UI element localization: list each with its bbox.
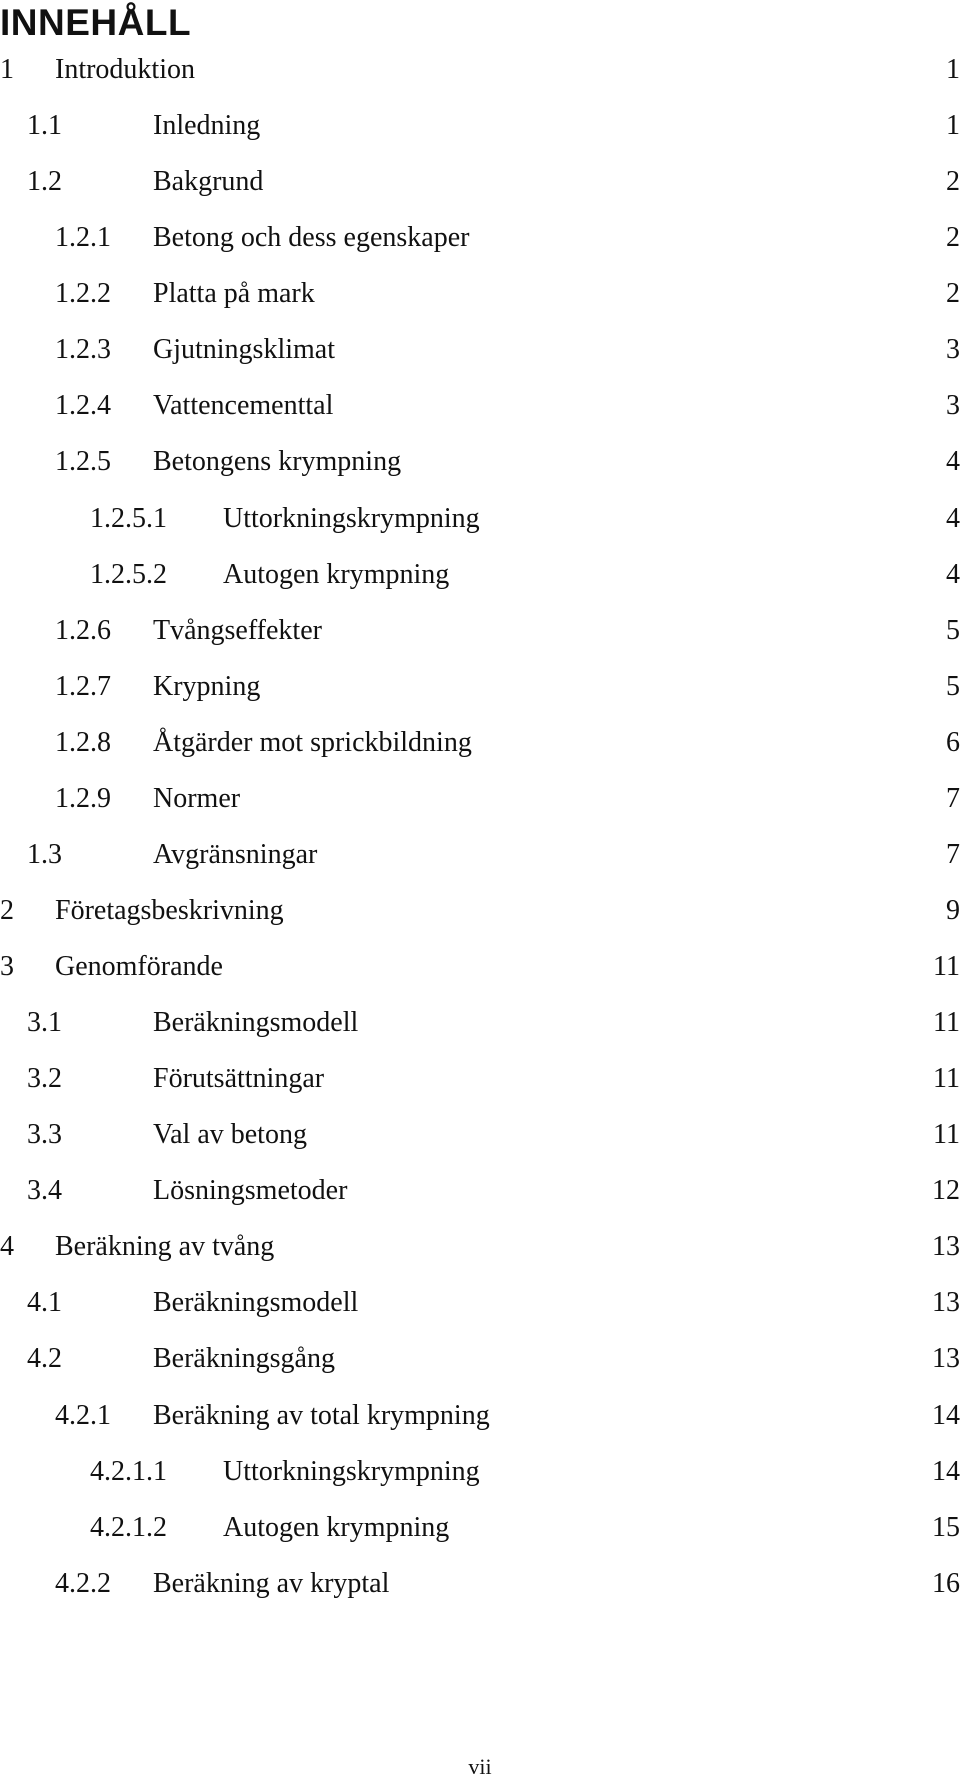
toc-entry-page: 12 bbox=[932, 1175, 960, 1207]
toc-entry-page: 13 bbox=[932, 1287, 960, 1319]
toc-entry-number: 1 bbox=[0, 54, 14, 85]
toc-entry-title: Åtgärder mot sprickbildning bbox=[153, 726, 472, 758]
toc-entry[interactable] bbox=[0, 378, 960, 434]
toc-entry-number: 3.3 bbox=[27, 1119, 62, 1151]
toc-entry-title: Krypning bbox=[153, 670, 261, 702]
toc-entry-number: 1.2.5.2 bbox=[90, 558, 167, 590]
toc-entry[interactable] bbox=[0, 266, 960, 322]
toc-entry-number: 1.2.5.1 bbox=[90, 502, 167, 534]
toc-entry-title: Tvångseffekter bbox=[153, 614, 322, 646]
toc-entry-page: 11 bbox=[933, 1007, 960, 1039]
toc-entry-title: Autogen krympning bbox=[223, 1511, 450, 1543]
toc-entry[interactable] bbox=[0, 98, 960, 154]
toc-entry-page: 4 bbox=[946, 446, 960, 478]
toc-entry-page: 11 bbox=[933, 1063, 960, 1095]
toc-entry-number: 1.3 bbox=[27, 838, 62, 870]
toc-entry-number: 4.2.1 bbox=[55, 1399, 111, 1431]
toc-entry-title: Företagsbeskrivning bbox=[55, 894, 284, 926]
toc-entry-page: 2 bbox=[946, 222, 960, 254]
toc-entry-number: 1.2.9 bbox=[55, 782, 111, 814]
toc-entry-number: 1.2.7 bbox=[55, 670, 111, 702]
toc-entry-page: 6 bbox=[946, 726, 960, 758]
toc-entry[interactable] bbox=[0, 827, 960, 883]
toc-entry[interactable] bbox=[0, 154, 960, 210]
toc-entry-number: 4.2.1.2 bbox=[90, 1511, 167, 1543]
toc-entry-title: Platta på mark bbox=[153, 278, 315, 310]
toc-entry-title: Uttorkningskrympning bbox=[223, 1455, 480, 1487]
toc-entry-page: 11 bbox=[933, 1119, 960, 1151]
toc-entry-title: Introduktion bbox=[55, 54, 195, 85]
toc-entry-page: 3 bbox=[946, 334, 960, 366]
toc-entry[interactable] bbox=[0, 715, 960, 771]
page-title: INNEHÅLL bbox=[0, 2, 192, 43]
toc-entry-page: 14 bbox=[932, 1399, 960, 1431]
toc-entry-title: Vattencementtal bbox=[153, 390, 334, 422]
toc-entry[interactable] bbox=[0, 939, 960, 995]
toc-entry-number: 4.2.1.1 bbox=[90, 1455, 167, 1487]
toc-entry-number: 4.2 bbox=[27, 1343, 62, 1375]
toc-entry-page: 13 bbox=[932, 1343, 960, 1375]
toc-entry[interactable] bbox=[0, 1163, 960, 1219]
toc-entry[interactable] bbox=[0, 491, 960, 547]
toc-entry-page: 5 bbox=[946, 614, 960, 646]
page-number: vii bbox=[468, 1754, 492, 1779]
toc-entry[interactable] bbox=[0, 1051, 960, 1107]
toc-entry-page: 7 bbox=[946, 838, 960, 870]
toc-entry-number: 3.1 bbox=[27, 1007, 62, 1039]
toc-entry[interactable] bbox=[0, 1107, 960, 1163]
toc-entry-page: 11 bbox=[933, 951, 960, 982]
toc-entry[interactable] bbox=[0, 771, 960, 827]
toc-entry-number: 1.2.8 bbox=[55, 726, 111, 758]
toc-entry-title: Autogen krympning bbox=[223, 558, 450, 590]
toc-entry-page: 4 bbox=[946, 558, 960, 590]
toc-entry-page: 13 bbox=[932, 1231, 960, 1263]
toc-entry-number: 1.2 bbox=[27, 166, 62, 198]
toc-entry-number: 1.2.3 bbox=[55, 334, 111, 366]
toc-entry-title: Förutsättningar bbox=[153, 1063, 325, 1095]
toc-entry-title: Beräkning av tvång bbox=[55, 1231, 275, 1263]
toc-entry[interactable] bbox=[0, 1275, 960, 1331]
toc-entry[interactable] bbox=[0, 659, 960, 715]
toc-entry-number: 4.1 bbox=[27, 1287, 62, 1319]
toc-entry-title: Val av betong bbox=[153, 1119, 307, 1151]
toc-entry[interactable] bbox=[0, 1331, 960, 1387]
toc-entry-title: Betongens krympning bbox=[153, 446, 402, 478]
toc-entry-number: 1.1 bbox=[27, 110, 62, 142]
toc-entry-page: 2 bbox=[946, 166, 960, 198]
toc-entry-number: 3.2 bbox=[27, 1063, 62, 1095]
toc-entry-title: Genomförande bbox=[55, 951, 223, 982]
toc-entry[interactable] bbox=[0, 1556, 960, 1612]
toc-entry-page: 7 bbox=[946, 782, 960, 814]
toc-entry-page: 9 bbox=[946, 894, 960, 926]
toc-entry-number: 1.2.4 bbox=[55, 390, 111, 422]
toc-entry-page: 5 bbox=[946, 670, 960, 702]
toc-entry-number: 2 bbox=[0, 894, 14, 926]
toc-entry-title: Beräkningsmodell bbox=[153, 1007, 359, 1039]
toc-entry-number: 4 bbox=[0, 1231, 14, 1263]
toc-entry-page: 1 bbox=[946, 54, 960, 85]
toc-entry-title: Beräkningsgång bbox=[153, 1343, 335, 1375]
toc-entry-page: 15 bbox=[932, 1511, 960, 1543]
toc-entry-number: 4.2.2 bbox=[55, 1567, 111, 1599]
toc-entry[interactable] bbox=[0, 434, 960, 490]
toc-entry-title: Uttorkningskrympning bbox=[223, 502, 480, 534]
toc-entry-title: Beräkning av kryptal bbox=[153, 1567, 390, 1599]
toc-entry-title: Normer bbox=[153, 782, 241, 814]
toc-entry[interactable] bbox=[0, 883, 960, 939]
toc-entry-title: Inledning bbox=[153, 110, 261, 142]
toc-entry-title: Avgränsningar bbox=[153, 838, 318, 870]
toc-entry-number: 1.2.2 bbox=[55, 278, 111, 310]
toc-entry[interactable] bbox=[0, 322, 960, 378]
toc-entry-title: Gjutningsklimat bbox=[153, 334, 335, 366]
toc-entry-number: 1.2.6 bbox=[55, 614, 111, 646]
toc-entry-page: 1 bbox=[946, 110, 960, 142]
toc-entry-title: Beräkningsmodell bbox=[153, 1287, 359, 1319]
toc-entry[interactable] bbox=[0, 1444, 960, 1500]
toc-entry[interactable] bbox=[0, 995, 960, 1051]
toc-entry-page: 14 bbox=[932, 1455, 960, 1487]
toc-entry[interactable] bbox=[0, 42, 960, 98]
toc-entry-title: Betong och dess egenskaper bbox=[153, 222, 470, 254]
toc-entry-number: 3.4 bbox=[27, 1175, 62, 1207]
toc-entry[interactable] bbox=[0, 1500, 960, 1556]
toc-entry-title: Bakgrund bbox=[153, 166, 264, 198]
toc-entry-title: Beräkning av total krympning bbox=[153, 1399, 490, 1431]
toc-entry-number: 3 bbox=[0, 951, 14, 982]
toc-entry[interactable] bbox=[0, 603, 960, 659]
toc-entry-title: Lösningsmetoder bbox=[153, 1175, 348, 1207]
toc-entry[interactable] bbox=[0, 547, 960, 603]
toc-entry[interactable] bbox=[0, 1388, 960, 1444]
toc-entry[interactable] bbox=[0, 1219, 960, 1275]
toc-entry-page: 3 bbox=[946, 390, 960, 422]
toc-entry[interactable] bbox=[0, 210, 960, 266]
toc-entry-page: 2 bbox=[946, 278, 960, 310]
toc-entry-page: 16 bbox=[932, 1567, 960, 1599]
toc-entry-page: 4 bbox=[946, 502, 960, 534]
table-of-contents bbox=[0, 42, 960, 1612]
toc-entry-number: 1.2.5 bbox=[55, 446, 111, 478]
toc-entry-number: 1.2.1 bbox=[55, 222, 111, 254]
